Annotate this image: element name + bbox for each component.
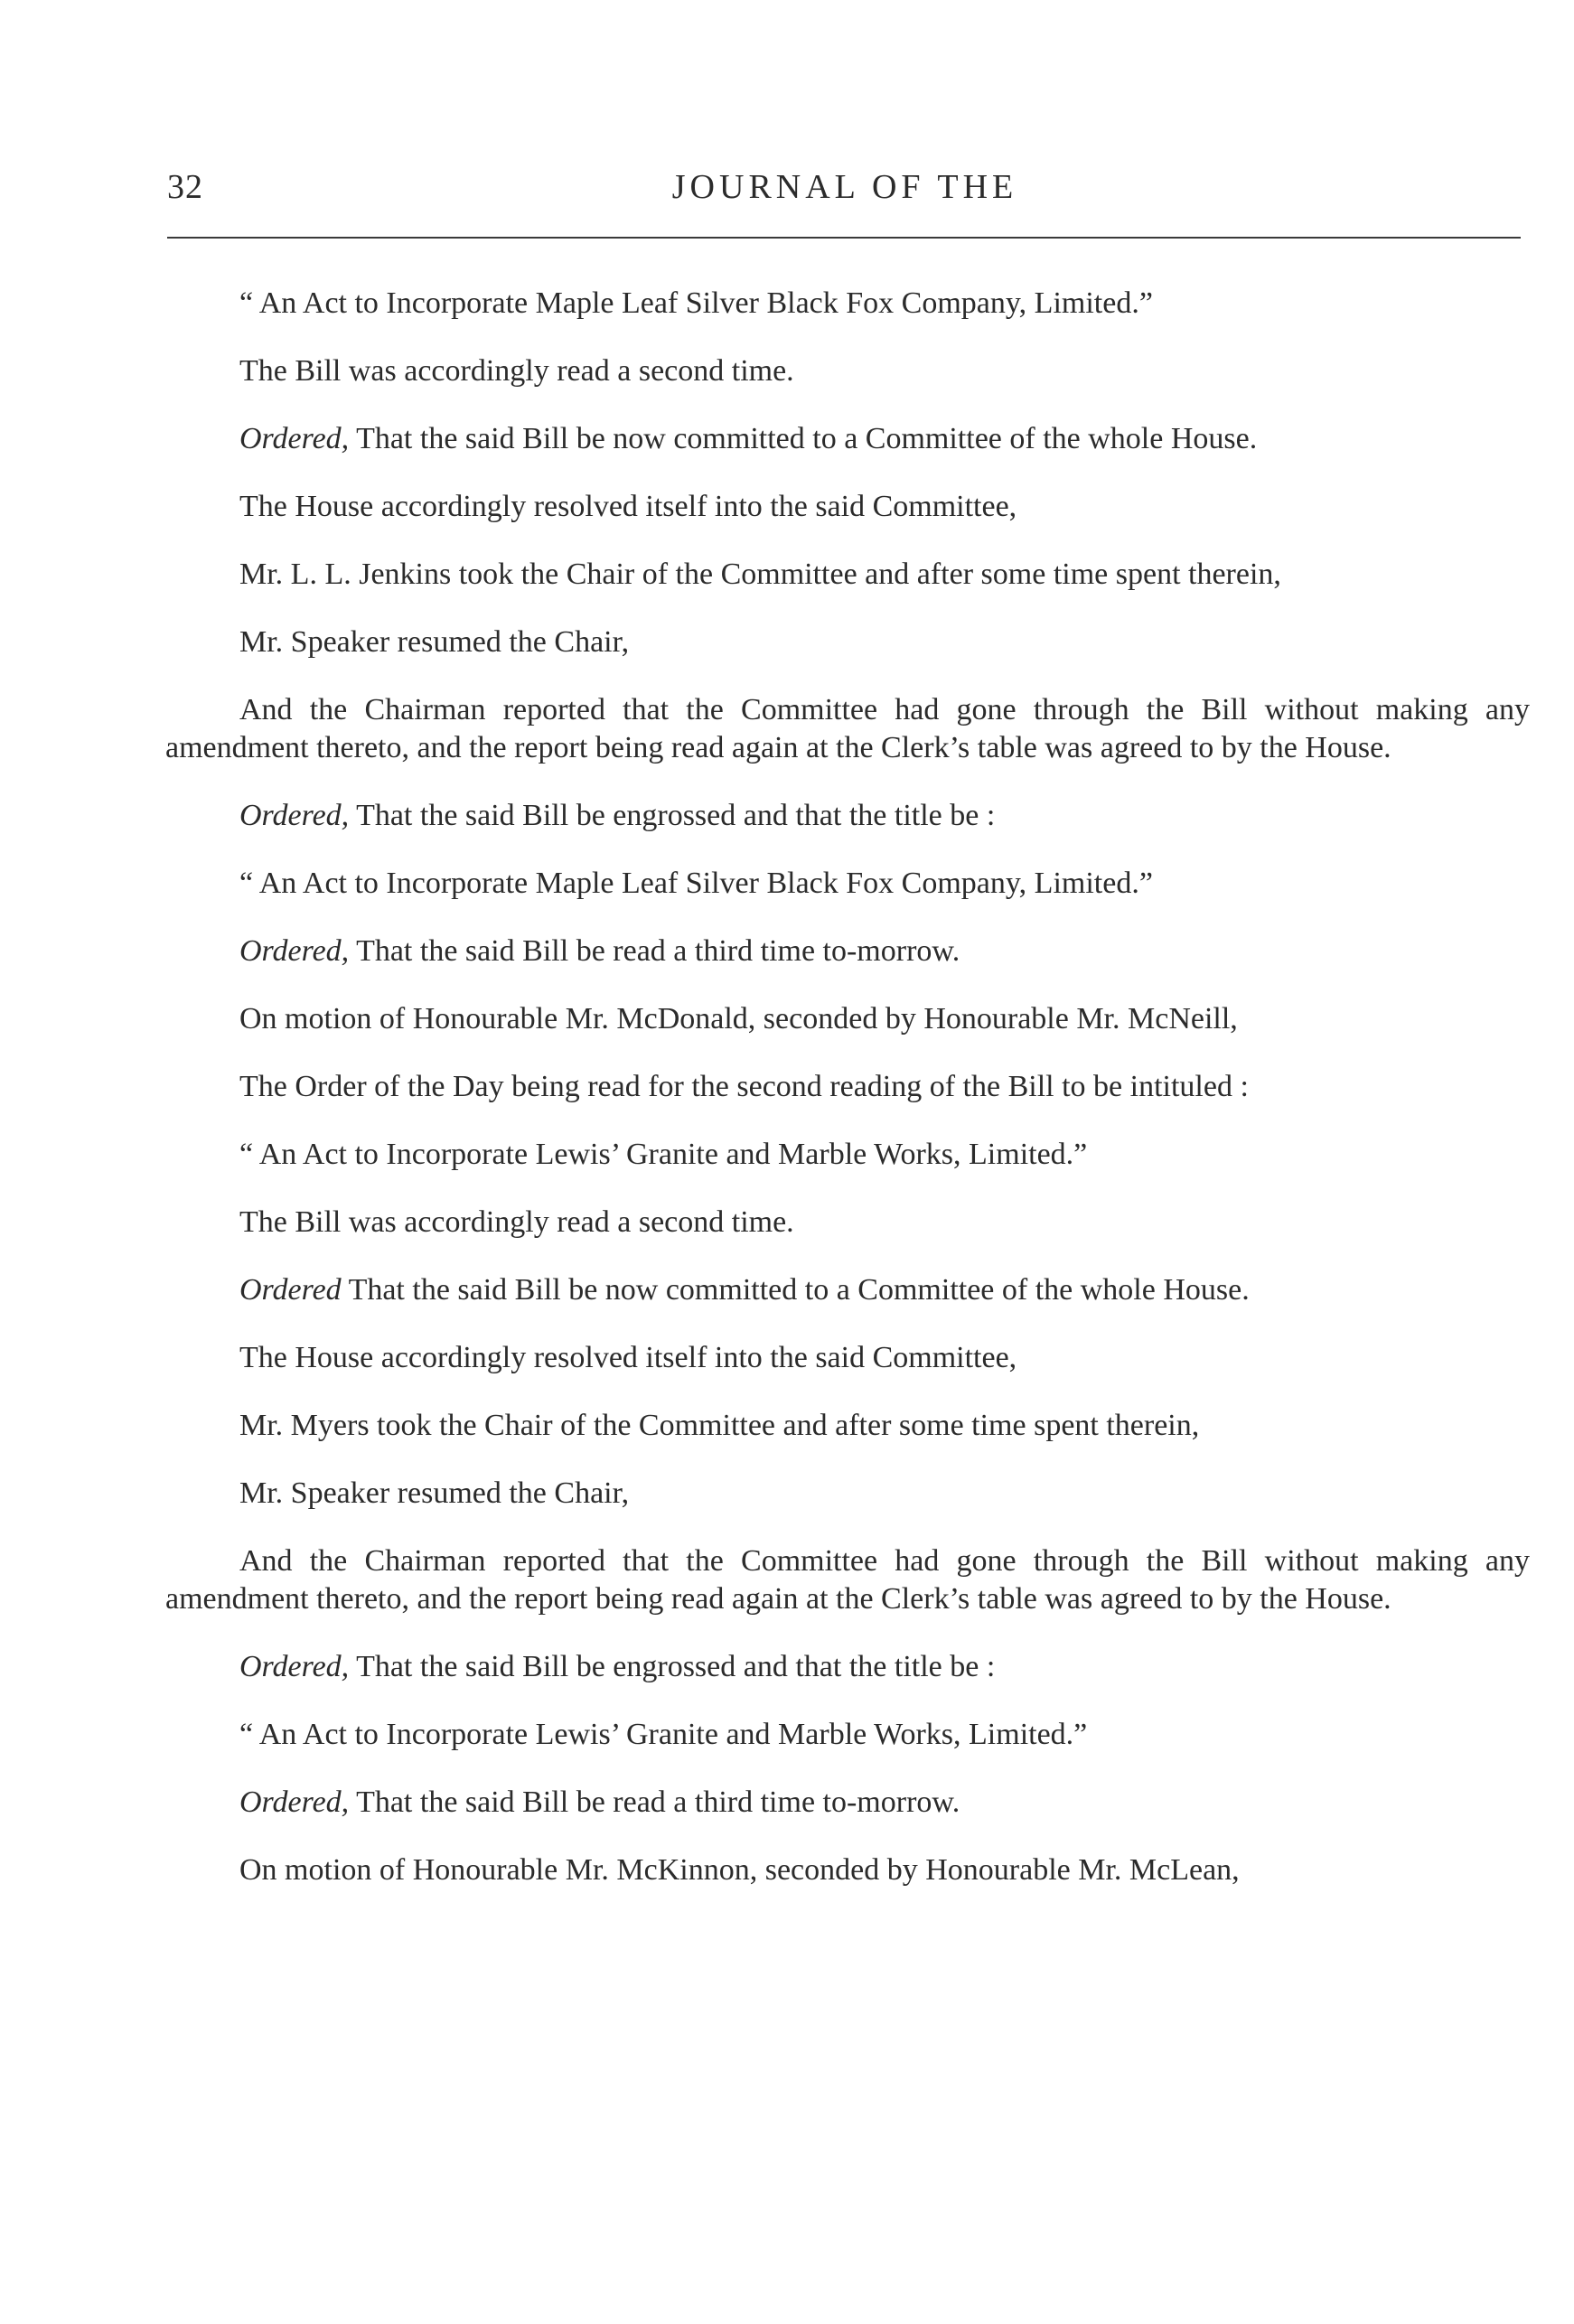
paragraph [165, 1716, 1530, 1754]
paragraph [165, 797, 1530, 835]
paragraph [165, 352, 1530, 390]
paragraph-text: The House accordingly resolved itself into the said Committee, [239, 1341, 1017, 1374]
paragraph [165, 1648, 1530, 1686]
paragraph-text: “ An Act to Incorporate Lewis’ Granite and Marble Works, Limited.” [239, 1718, 1088, 1751]
paragraph-text: And the Chairman reported that the Committee had gone through the Bill without making any amendment thereto, and the report being read again at the Clerk’s table was agreed to by the House. [165, 1544, 1530, 1616]
paragraph-text: The Bill was accordingly read a second time. [239, 1205, 794, 1239]
paragraph-text: On motion of Honourable Mr. McKinnon, seconded by Honourable Mr. McLean, [239, 1853, 1240, 1887]
paragraph [165, 1784, 1530, 1822]
paragraph-text: The Bill was accordingly read a second time. [239, 354, 794, 388]
paragraph [165, 1204, 1530, 1242]
paragraph-text: The Order of the Day being read for the second reading of the Bill to be intituled : [239, 1070, 1249, 1103]
paragraph [165, 1407, 1530, 1445]
paragraph-text: Mr. Speaker resumed the Chair, [239, 625, 630, 659]
paragraph-text: The House accordingly resolved itself into the said Committee, [239, 490, 1017, 523]
paragraph-text: Mr. Speaker resumed the Chair, [239, 1476, 630, 1510]
paragraph-text: And the Chairman reported that the Committee had gone through the Bill without making any amendment thereto, and the report being read again at the Clerk’s table was agreed to by the House. [165, 693, 1530, 764]
paragraph [165, 932, 1530, 970]
paragraph-text: That the said Bill be now committed to a Committee of the whole House. [341, 1273, 1250, 1307]
paragraph-text: Mr. Myers took the Chair of the Committee and after some time spent therein, [239, 1409, 1200, 1442]
ordered-lead: Ordered, [239, 799, 350, 832]
paragraph [165, 1542, 1530, 1618]
paragraph [165, 556, 1530, 594]
ordered-lead: Ordered, [239, 422, 350, 455]
paragraph-text: On motion of Honourable Mr. McDonald, seconded by Honourable Mr. McNeill, [239, 1002, 1238, 1035]
paragraph-text: That the said Bill be engrossed and that the title be : [349, 1650, 996, 1683]
page-number: 32 [167, 168, 203, 206]
paragraph-text: That the said Bill be now committed to a Committee of the whole House. [349, 422, 1258, 455]
paragraph-text: “ An Act to Incorporate Maple Leaf Silver Black Fox Company, Limited.” [239, 867, 1153, 900]
paragraph [165, 285, 1530, 323]
running-title: JOURNAL OF THE [671, 168, 1018, 206]
paragraph [165, 488, 1530, 526]
paragraph-text: Mr. L. L. Jenkins took the Chair of the Committee and after some time spent therein, [239, 558, 1281, 591]
ordered-lead: Ordered [239, 1273, 342, 1307]
paragraph [165, 1851, 1530, 1889]
paragraph-text: That the said Bill be read a third time to-morrow. [349, 934, 960, 968]
paragraph [165, 1271, 1530, 1309]
paragraph [165, 1136, 1530, 1174]
journal-body [165, 285, 1530, 1919]
paragraph [165, 1068, 1530, 1106]
ordered-lead: Ordered, [239, 1785, 350, 1819]
page-header [167, 167, 1522, 212]
paragraph [165, 420, 1530, 458]
paragraph [165, 1339, 1530, 1377]
paragraph [165, 1000, 1530, 1038]
paragraph-text: “ An Act to Incorporate Lewis’ Granite and Marble Works, Limited.” [239, 1138, 1088, 1171]
paragraph-text: That the said Bill be read a third time to-morrow. [349, 1785, 960, 1819]
paragraph [165, 1475, 1530, 1513]
paragraph [165, 691, 1530, 767]
paragraph-text: That the said Bill be engrossed and that the title be : [349, 799, 996, 832]
paragraph [165, 623, 1530, 661]
ordered-lead: Ordered, [239, 1650, 350, 1683]
paragraph [165, 865, 1530, 903]
paragraph-text: “ An Act to Incorporate Maple Leaf Silver Black Fox Company, Limited.” [239, 286, 1153, 320]
header-rule [167, 237, 1521, 239]
ordered-lead: Ordered, [239, 934, 350, 968]
